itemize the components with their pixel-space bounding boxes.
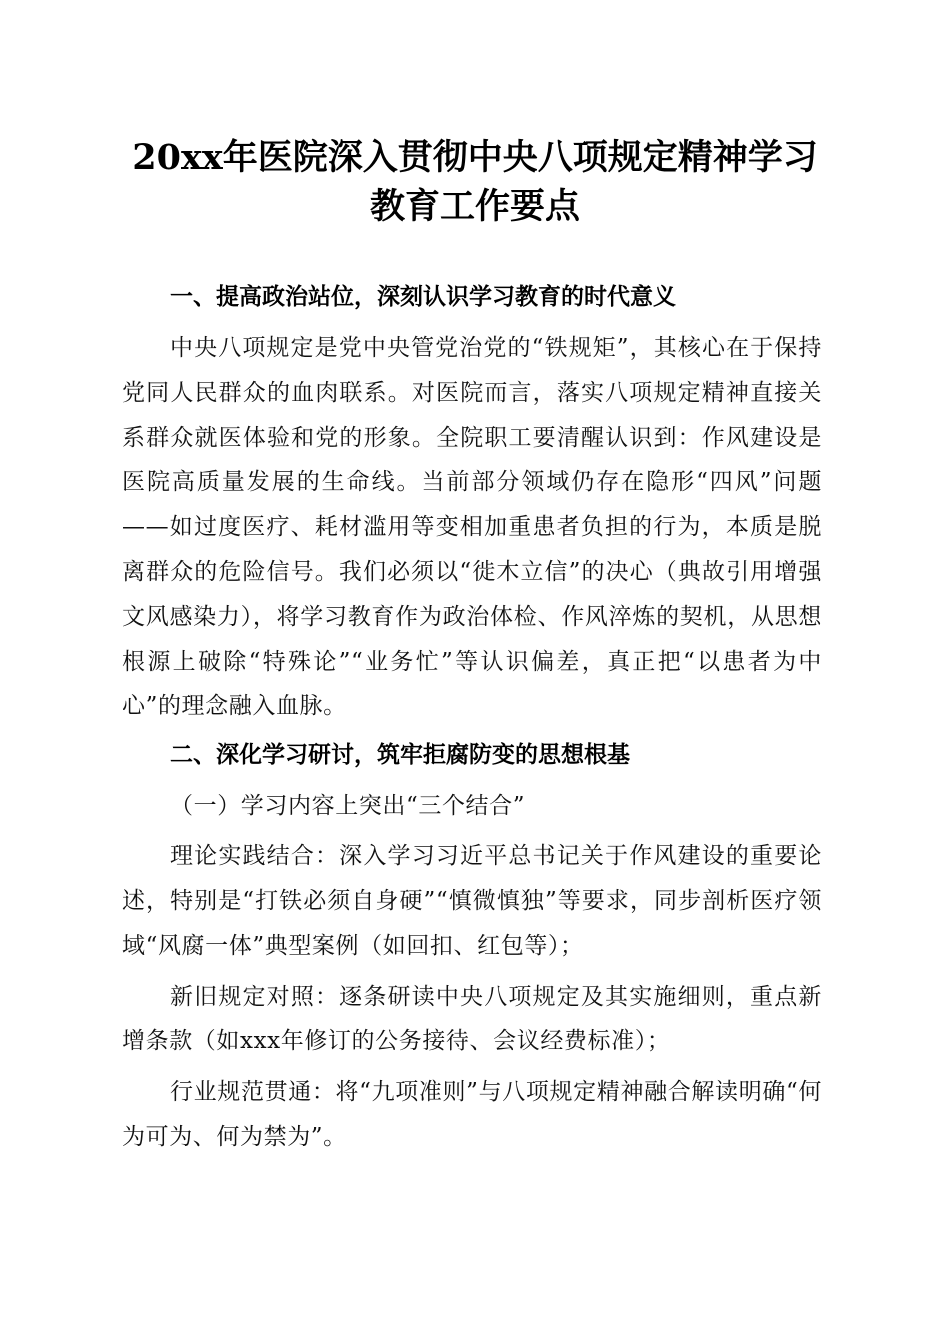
document-title-line-2: 教育工作要点 [369,186,580,227]
section-2-paragraph-theory-practice: 理论实践结合：深入学习习近平总书记关于作风建设的重要论述，特别是“打铁必须自身硬”“慎微慎独”等要求，同步剖析医疗领域“风腐一体”典型案例（如回扣、红包等）； [122,843,822,959]
section-2-paragraph-industry-norms: 行业规范贯通：将“九项准则”与八项规定精神融合解读明确“何为可为、何为禁为”。 [122,1079,822,1150]
document-body [122,277,822,1166]
section-1-heading: 一、提高政治站位，深刻认识学习教育的时代意义 [170,284,676,310]
section-2-heading: 二、深化学习研讨，筑牢拒腐防变的思想根基 [170,742,630,769]
section-2-paragraph-old-new-rules: 新旧规定对照：逐条研读中央八项规定及其实施细则，重点新增条款（如xxx年修订的公务接待、会议经费标准）； [122,983,822,1055]
section-2-subheading: （一）学习内容上突出“三个结合” [170,793,526,820]
section-1-paragraph: 中央八项规定是党中央管党治党的“铁规矩”，其核心在于保持党同人民群众的血肉联系。对医院而言，落实八项规定精神直接关系群众就医体验和党的形象。全院职工要清醒认识到：作风建设是医院高质量发展的生命线。当前部分领域仍存在隐形“四风”问题——如过度医疗、耗材滥用等变相加重患者负担的行为，本质是脱离群众的危险信号。我们必须以“徙木立信”的决心（典故引用增强文风感染力），将学习教育作为政治体检、作风淬炼的契机，从思想根源上破除“特殊论”“业务忙”等认识偏差，真正把“以患者为中心”的理念融入血脉。 [122,335,822,720]
document-title-line-1: 20xx年医院深入贯彻中央八项规定精神学习 [132,137,818,178]
